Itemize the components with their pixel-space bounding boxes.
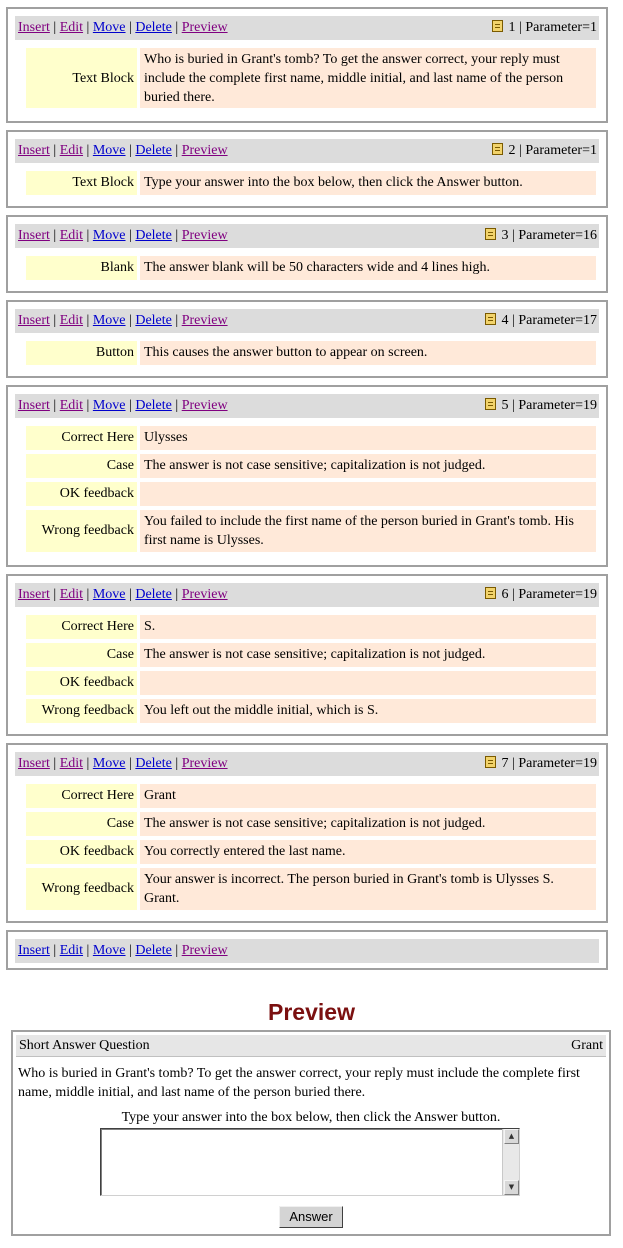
block-row xyxy=(26,256,596,280)
edit-link[interactable]: Edit xyxy=(59,587,84,602)
separator: | xyxy=(175,313,179,328)
separator: | xyxy=(129,20,132,35)
block-row xyxy=(26,812,596,836)
edit-link[interactable]: Edit xyxy=(59,756,84,771)
separator: | xyxy=(175,20,179,35)
row-value: Your answer is incorrect. The person buried in Grant's tomb is Ulysses S. Grant. xyxy=(140,868,596,910)
document-icon[interactable] xyxy=(492,143,503,155)
separator: | xyxy=(53,143,57,158)
delete-link[interactable]: Delete xyxy=(135,943,172,958)
document-icon[interactable] xyxy=(485,398,496,410)
separator: | xyxy=(53,20,57,35)
delete-link[interactable]: Delete xyxy=(135,228,172,243)
preview-link[interactable]: Preview xyxy=(181,398,228,413)
block-row xyxy=(26,784,596,808)
separator: | xyxy=(53,943,57,958)
block-toolbar xyxy=(15,16,599,40)
block-row xyxy=(26,482,596,506)
separator: | xyxy=(175,587,179,602)
separator: | xyxy=(86,313,90,328)
answer-button[interactable]: Answer xyxy=(279,1206,343,1228)
row-label: Correct Here xyxy=(26,615,137,639)
block-toolbar xyxy=(15,394,599,418)
separator: | xyxy=(129,143,132,158)
answer-textarea[interactable] xyxy=(100,1128,520,1196)
question-name: Grant xyxy=(571,1038,603,1053)
edit-link[interactable]: Edit xyxy=(59,20,84,35)
row-value: The answer is not case sensitive; capitalization is not judged. xyxy=(140,643,596,667)
separator: | xyxy=(129,398,132,413)
delete-link[interactable]: Delete xyxy=(135,398,172,413)
separator: | xyxy=(175,756,179,771)
up-arrow-icon[interactable]: ▲ xyxy=(504,1129,519,1144)
block-row xyxy=(26,643,596,667)
row-value xyxy=(140,671,596,695)
move-link[interactable]: Move xyxy=(92,587,126,602)
separator: | xyxy=(175,228,179,243)
separator: | xyxy=(53,398,57,413)
content-block xyxy=(6,300,608,378)
block-row xyxy=(26,699,596,723)
content-block xyxy=(6,385,608,567)
preview-link[interactable]: Preview xyxy=(181,228,228,243)
separator: | xyxy=(175,398,179,413)
move-link[interactable]: Move xyxy=(92,313,126,328)
insert-link[interactable]: Insert xyxy=(18,398,50,413)
delete-link[interactable]: Delete xyxy=(135,313,172,328)
row-label: Correct Here xyxy=(26,784,137,808)
block-row xyxy=(26,840,596,864)
question-text: Who is buried in Grant's tomb? To get the answer correct, your reply must include the complete first name, middle initial, and last name of the person buried there. xyxy=(18,1066,580,1100)
move-link[interactable]: Move xyxy=(92,756,126,771)
separator: | xyxy=(53,313,57,328)
preview-link[interactable]: Preview xyxy=(181,143,228,158)
document-icon[interactable] xyxy=(485,313,496,325)
row-label: Wrong feedback xyxy=(26,868,137,910)
delete-link[interactable]: Delete xyxy=(135,20,172,35)
block-toolbar xyxy=(15,583,599,607)
block-parameter: 3 | Parameter=16 xyxy=(501,228,597,243)
preview-link[interactable]: Preview xyxy=(181,313,228,328)
row-label: Correct Here xyxy=(26,426,137,450)
move-link[interactable]: Move xyxy=(92,228,126,243)
block-row xyxy=(26,426,596,450)
preview-header xyxy=(16,1035,606,1057)
separator: | xyxy=(53,756,57,771)
document-icon[interactable] xyxy=(485,228,496,240)
row-value: The answer blank will be 50 characters wide and 4 lines high. xyxy=(140,256,596,280)
row-label: OK feedback xyxy=(26,671,137,695)
insert-link[interactable]: Insert xyxy=(18,20,50,35)
insert-link[interactable]: Insert xyxy=(18,313,50,328)
block-parameter: 1 | Parameter=1 xyxy=(508,20,597,35)
move-link[interactable]: Move xyxy=(92,20,126,35)
separator: | xyxy=(53,587,57,602)
delete-link[interactable]: Delete xyxy=(135,143,172,158)
preview-panel xyxy=(11,1030,611,1236)
row-label: Wrong feedback xyxy=(26,699,137,723)
insert-link[interactable]: Insert xyxy=(18,143,50,158)
separator: | xyxy=(129,587,132,602)
separator: | xyxy=(86,143,90,158)
block-toolbar xyxy=(15,224,599,248)
block-parameter: 2 | Parameter=1 xyxy=(508,143,597,158)
separator: | xyxy=(175,943,179,958)
separator: | xyxy=(86,587,90,602)
content-block xyxy=(6,215,608,293)
content-block xyxy=(6,743,608,923)
block-toolbar xyxy=(15,752,599,776)
block-toolbar xyxy=(15,139,599,163)
edit-link[interactable]: Edit xyxy=(59,313,84,328)
preview-link[interactable]: Preview xyxy=(181,20,228,35)
row-label: Button xyxy=(26,341,137,365)
separator: | xyxy=(129,756,132,771)
row-label: Case xyxy=(26,454,137,478)
edit-link[interactable]: Edit xyxy=(59,143,84,158)
separator: | xyxy=(86,943,90,958)
insert-link[interactable]: Insert xyxy=(18,228,50,243)
move-link[interactable]: Move xyxy=(92,398,126,413)
block-row xyxy=(26,868,596,910)
preview-link[interactable]: Preview xyxy=(181,587,228,602)
block-parameter: 7 | Parameter=19 xyxy=(501,756,597,771)
instruction-text: Type your answer into the box below, then click the Answer button. xyxy=(121,1110,501,1125)
down-arrow-icon[interactable]: ▼ xyxy=(504,1180,519,1195)
preview-link[interactable]: Preview xyxy=(181,943,228,958)
separator: | xyxy=(175,143,179,158)
block-row xyxy=(26,454,596,478)
block-parameter: 5 | Parameter=19 xyxy=(501,398,597,413)
row-label: OK feedback xyxy=(26,840,137,864)
move-link[interactable]: Move xyxy=(92,143,126,158)
edit-link[interactable]: Edit xyxy=(59,398,84,413)
content-block xyxy=(6,574,608,736)
preview-link[interactable]: Preview xyxy=(181,756,228,771)
row-value: Grant xyxy=(140,784,596,808)
edit-link[interactable]: Edit xyxy=(59,943,84,958)
separator: | xyxy=(129,313,132,328)
block-toolbar xyxy=(15,939,599,963)
row-value: Ulysses xyxy=(140,426,596,450)
block-toolbar xyxy=(15,309,599,333)
separator: | xyxy=(129,943,132,958)
preview-heading: Preview xyxy=(268,999,355,1025)
separator: | xyxy=(86,228,90,243)
row-value: Who is buried in Grant's tomb? To get the answer correct, your reply must include the complete first name, middle initial, and last name of the person buried there. xyxy=(140,48,596,108)
block-row xyxy=(26,341,596,365)
block-row xyxy=(26,171,596,195)
block-row xyxy=(26,615,596,639)
content-block xyxy=(6,130,608,208)
edit-link[interactable]: Edit xyxy=(59,228,84,243)
question-type-label: Short Answer Question xyxy=(19,1038,150,1053)
row-label: Blank xyxy=(26,256,137,280)
block-parameter: 4 | Parameter=17 xyxy=(501,313,597,328)
block-row xyxy=(26,510,596,552)
insert-link[interactable]: Insert xyxy=(18,943,50,958)
separator: | xyxy=(86,756,90,771)
row-label: Case xyxy=(26,812,137,836)
document-icon[interactable] xyxy=(485,587,496,599)
delete-link[interactable]: Delete xyxy=(135,756,172,771)
row-value: S. xyxy=(140,615,596,639)
row-value: The answer is not case sensitive; capitalization is not judged. xyxy=(140,812,596,836)
insert-block xyxy=(6,930,608,970)
row-value: Type your answer into the box below, then click the Answer button. xyxy=(140,171,596,195)
row-value: The answer is not case sensitive; capitalization is not judged. xyxy=(140,454,596,478)
insert-link[interactable]: Insert xyxy=(18,756,50,771)
row-label: Wrong feedback xyxy=(26,510,137,552)
block-row xyxy=(26,48,596,108)
row-label: OK feedback xyxy=(26,482,137,506)
row-value: You failed to include the first name of the person buried in Grant's tomb. His first name is Ulysses. xyxy=(140,510,596,552)
separator: | xyxy=(129,228,132,243)
block-row xyxy=(26,671,596,695)
document-icon[interactable] xyxy=(485,756,496,768)
move-link[interactable]: Move xyxy=(92,943,126,958)
row-value: You left out the middle initial, which is S. xyxy=(140,699,596,723)
textarea-scrollbar[interactable] xyxy=(502,1129,519,1195)
separator: | xyxy=(53,228,57,243)
separator: | xyxy=(86,398,90,413)
document-icon[interactable] xyxy=(492,20,503,32)
insert-link[interactable]: Insert xyxy=(18,587,50,602)
block-parameter: 6 | Parameter=19 xyxy=(501,587,597,602)
row-value: This causes the answer button to appear on screen. xyxy=(140,341,596,365)
row-label: Text Block xyxy=(26,171,137,195)
row-value xyxy=(140,482,596,506)
separator: | xyxy=(86,20,90,35)
delete-link[interactable]: Delete xyxy=(135,587,172,602)
row-label: Case xyxy=(26,643,137,667)
row-label: Text Block xyxy=(26,48,137,108)
row-value: You correctly entered the last name. xyxy=(140,840,596,864)
content-block xyxy=(6,7,608,123)
